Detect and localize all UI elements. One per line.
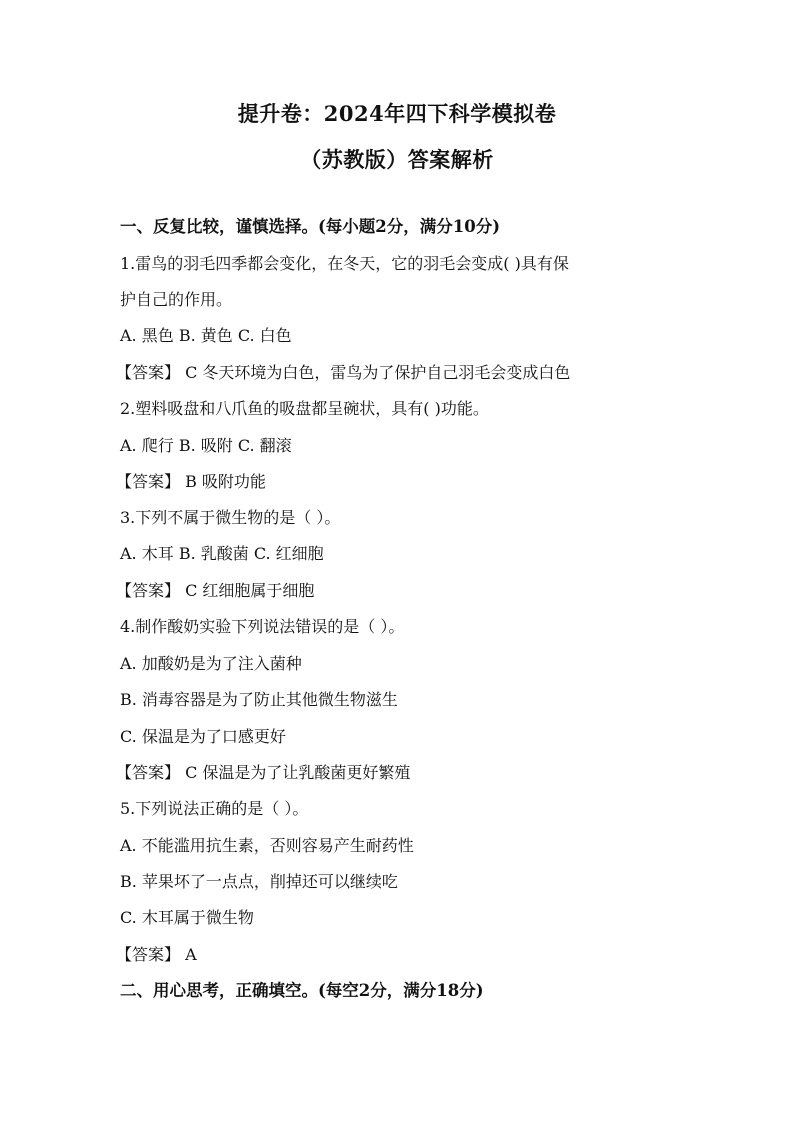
question-5-option-c: C. 木耳属于微生物 (120, 908, 254, 927)
document-subtitle: （苏教版）答案解析 (300, 147, 494, 172)
question-5-answer: 【答案】 A (116, 945, 197, 964)
question-1-stem: 1.雷鸟的羽毛四季都会变化，在冬天，它的羽毛会变成( )具有保 (120, 254, 569, 273)
question-4-option-a: A. 加酸奶是为了注入菌种 (120, 654, 302, 673)
section-heading-fill: 二、用心思考，正确填空。(每空2分，满分18分) (120, 981, 484, 1000)
question-4-option-b: B. 消毒容器是为了防止其他微生物滋生 (120, 690, 398, 709)
question-3-options: A. 木耳 B. 乳酸菌 C. 红细胞 (120, 544, 324, 563)
question-3-stem: 3.下列不属于微生物的是（ ）。 (120, 508, 341, 527)
document-title: 提升卷：2024年四下科学模拟卷 (237, 101, 557, 126)
question-2-options: A. 爬行 B. 吸附 C. 翻滚 (120, 436, 292, 455)
question-5-stem: 5.下列说法正确的是（ ）。 (120, 799, 309, 818)
question-5-option-b: B. 苹果坏了一点点，削掉还可以继续吃 (120, 872, 398, 891)
question-1-stem-cont: 护自己的作用。 (120, 290, 233, 309)
question-2-stem: 2.塑料吸盘和八爪鱼的吸盘都呈碗状，具有( )功能。 (120, 399, 489, 418)
question-1-answer: 【答案】 C 冬天环境为白色，雷鸟为了保护自己羽毛会变成白色 (116, 363, 571, 382)
question-4-stem: 4.制作酸奶实验下列说法错误的是（ ）。 (120, 617, 405, 636)
question-4-option-c: C. 保温是为了口感更好 (120, 727, 286, 746)
section-heading-choice: 一、反复比较，谨慎选择。(每小题2分，满分10分) (120, 217, 501, 236)
question-3-answer: 【答案】 C 红细胞属于细胞 (116, 581, 315, 600)
question-2-answer: 【答案】 B 吸附功能 (116, 472, 266, 491)
question-5-option-a: A. 不能滥用抗生素，否则容易产生耐药性 (120, 836, 414, 855)
question-1-options: A. 黑色 B. 黄色 C. 白色 (120, 326, 292, 345)
question-4-answer: 【答案】 C 保温是为了让乳酸菌更好繁殖 (116, 763, 411, 782)
